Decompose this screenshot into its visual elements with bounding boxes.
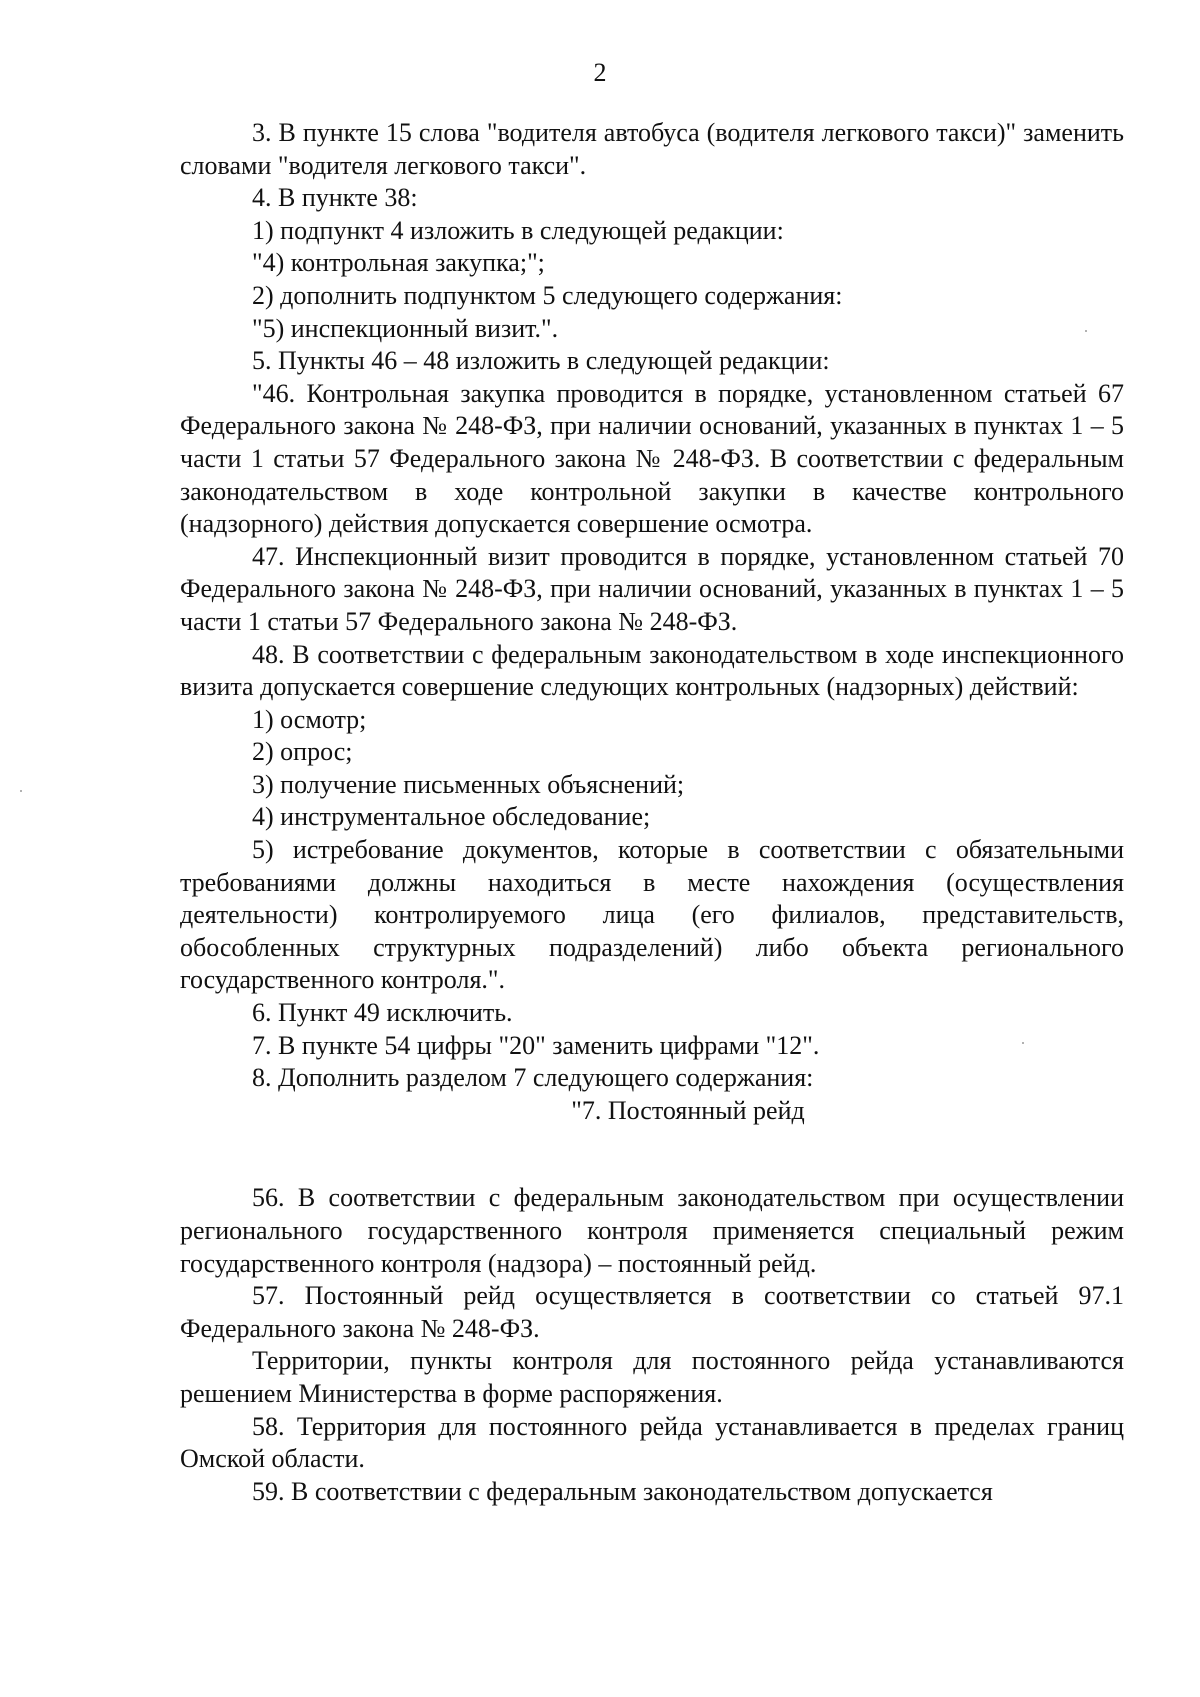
scan-speck: [1085, 330, 1087, 332]
paragraph-56: 56. В соответствии с федеральным законодательством при осуществлении регионального государственного контроля применяется специальный режим государственного контроля (надзора) – постоянный рейд.: [180, 1183, 1124, 1278]
paragraph-item-7: 7. В пункте 54 цифры "20" заменить цифрами "12".: [252, 1030, 820, 1060]
paragraph-item-5: 5. Пункты 46 – 48 изложить в следующей редакции:: [252, 346, 830, 376]
paragraph-item-8: 8. Дополнить разделом 7 следующего содержания:: [252, 1063, 814, 1093]
scan-speck: [20, 790, 22, 792]
paragraph-item-4: 4. В пункте 38:: [252, 183, 418, 213]
document-body: [180, 117, 1124, 1508]
paragraph-item-6: 6. Пункт 49 исключить.: [252, 998, 513, 1028]
page-number: 2: [593, 58, 607, 87]
paragraph-46: "46. Контрольная закупка проводится в порядке, установленном статьей 67 Федерального закона № 248-ФЗ, при наличии оснований, указанных в пунктах 1 – 5 части 1 статьи 57 Федерального закона № 248-ФЗ. В соответствии с федеральным законодательством в ходе контрольной закупки в качестве контрольного (надзорного) действия допускается совершение осмотра.: [180, 378, 1124, 539]
paragraph-48: 48. В соответствии с федеральным законодательством в ходе инспекционного визита допускается совершение следующих контрольных (надзорных) действий:: [180, 639, 1124, 702]
action-item-2: 2) опрос;: [252, 737, 353, 767]
action-item-4: 4) инструментальное обследование;: [252, 802, 651, 832]
paragraph-59: 59. В соответствии с федеральным законодательством допускается: [252, 1476, 993, 1506]
subitem-38-1: 1) подпункт 4 изложить в следующей редакции:: [252, 215, 784, 245]
paragraph-territories: Территории, пункты контроля для постоянного рейда устанавливаются решением Министерства в форме распоряжения.: [180, 1346, 1124, 1408]
subitem-38-1-text: "4) контрольная закупка;";: [252, 248, 545, 278]
action-item-5: 5) истребование документов, которые в соответствии с обязательными требованиями должны находиться в месте нахождения (осуществления деятельности) контролируемого лица (его филиалов, представительств, обособленных структурных подразделений) либо объекта регионального государственного контроля.".: [180, 835, 1124, 995]
scan-speck: [1022, 1042, 1024, 1044]
paragraph-item-3: 3. В пункте 15 слова "водителя автобуса (водителя легкового такси)" заменить словами "водителя легкового такси".: [180, 118, 1124, 180]
action-item-3: 3) получение письменных объяснений;: [252, 769, 685, 799]
section-heading: "7. Постоянный рейд: [571, 1095, 805, 1125]
paragraph-58: 58. Территория для постоянного рейда устанавливается в пределах границ Омской области.: [180, 1411, 1124, 1474]
subitem-38-2-text: "5) инспекционный визит.".: [252, 313, 559, 343]
paragraph-57: 57. Постоянный рейд осуществляется в соответствии со статьей 97.1 Федерального закона № 248-ФЗ.: [180, 1281, 1124, 1343]
action-item-1: 1) осмотр;: [252, 704, 367, 734]
paragraph-47: 47. Инспекционный визит проводится в порядке, установленном статьей 70 Федерального закона № 248-ФЗ, при наличии оснований, указанных в пунктах 1 – 5 части 1 статьи 57 Федерального закона № 248-ФЗ.: [180, 541, 1124, 636]
subitem-38-2: 2) дополнить подпунктом 5 следующего содержания:: [252, 280, 843, 310]
section-spacing: [180, 1127, 1124, 1182]
